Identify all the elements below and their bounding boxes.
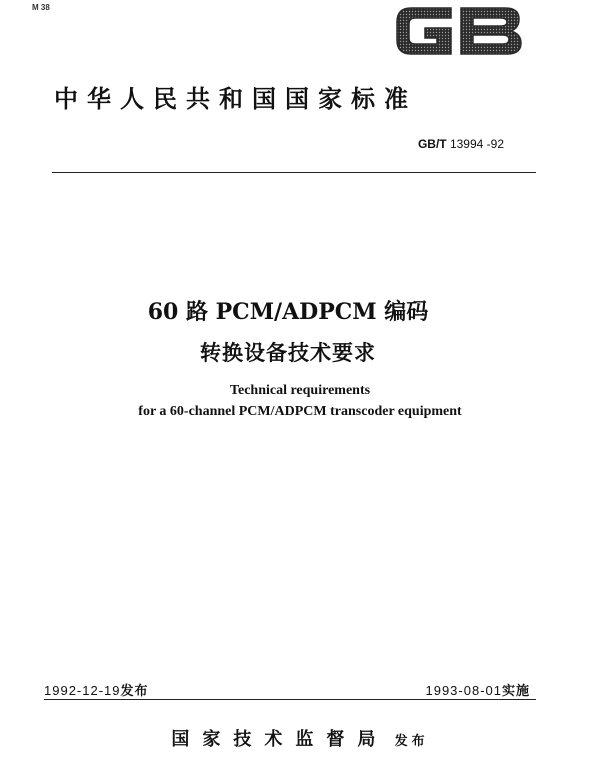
implementation-date bbox=[425, 680, 530, 699]
issue-label: 发布 bbox=[120, 684, 149, 699]
implementation-date-value: 1993-08-01 bbox=[425, 683, 502, 698]
implementation-label: 实施 bbox=[501, 684, 530, 699]
standard-number bbox=[418, 137, 504, 151]
gb-logo bbox=[393, 4, 525, 58]
issue-date bbox=[44, 680, 149, 699]
standard-prefix: GB/T bbox=[417, 137, 447, 151]
english-title-line2: for a 60-channel PCM/ADPCM transcoder equipment bbox=[138, 404, 462, 419]
publisher-verb: 发布 bbox=[394, 734, 429, 749]
english-title-line1: Technical requirements bbox=[229, 383, 371, 398]
publisher-name: 国家技术监督局 bbox=[171, 729, 389, 750]
standard-number-value: 13994 -92 bbox=[449, 137, 504, 151]
standard-title: 中华人民共和国国家标准 bbox=[54, 84, 417, 113]
issue-date-value: 1992-12-19 bbox=[44, 683, 121, 698]
footer-divider bbox=[44, 699, 536, 700]
document-title-line1: 60 路 PCM/ADPCM 编码 bbox=[147, 299, 429, 325]
publisher bbox=[0, 725, 600, 751]
document-title-line2: 转换设备技术要求 bbox=[200, 340, 376, 365]
header-divider bbox=[52, 172, 536, 173]
catalog-code: M 38 bbox=[32, 3, 50, 12]
